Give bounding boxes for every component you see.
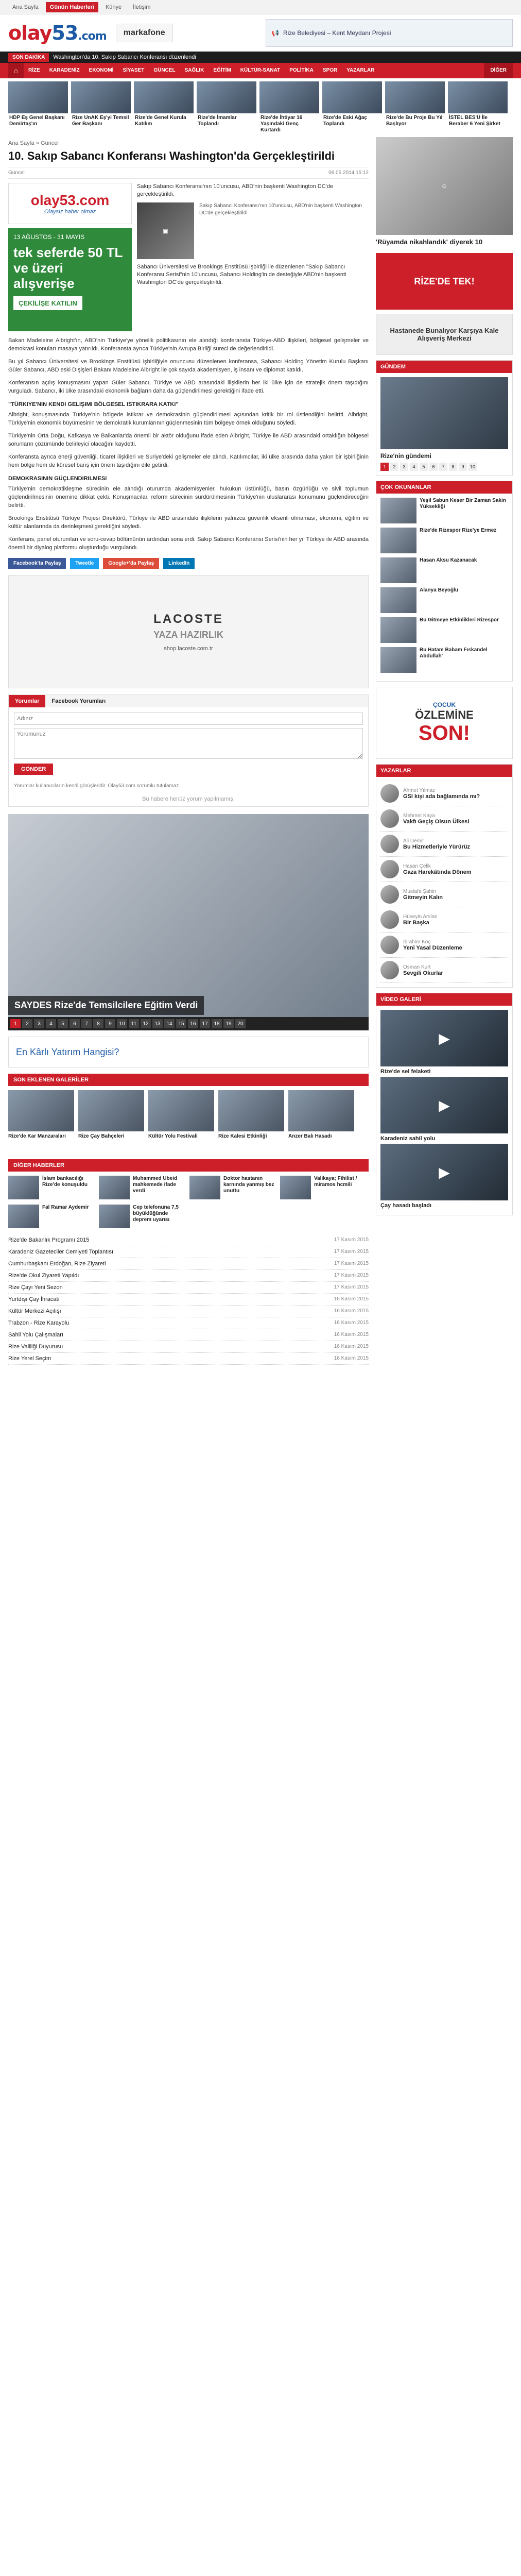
headline-cards	[0, 78, 521, 137]
sidebar-ad[interactable]: RİZE'DE TEK!	[376, 253, 513, 310]
avatar	[380, 809, 399, 828]
feature-photo[interactable]	[380, 377, 508, 449]
most-read-item[interactable]: Rize'de Rizespor Rize'ye Ermez	[380, 528, 508, 553]
other-news-item[interactable]: Fal Ramar Aydemir	[8, 1205, 94, 1228]
comment-textarea[interactable]	[14, 728, 363, 759]
headline-card[interactable]: Rize'de Genel Kurula Katılım	[134, 81, 194, 134]
list-item[interactable]: Yurtdışı Çay İhracatı 16 Kasım 2015	[8, 1294, 369, 1306]
site-logo[interactable]: olay53.com	[8, 22, 107, 44]
most-read-item[interactable]: Bu Gitmeye Etkinlikleri Rizespor	[380, 617, 508, 643]
article-photo[interactable]	[137, 202, 194, 259]
comments-section	[8, 694, 369, 807]
headline-photo	[322, 81, 382, 113]
body-paragraph: Albright, konuşmasında Türkiye'nin bölgede istikrar ve demokrasinin güçlendirilmesi açısından kritik bir rol üstlendiğini belirtti. Albright, Türkiye'nin ekonomik büyümesinin ve demokratik kurumlarının güçlenmesinin tüm bölgeye örnek olduğunu söyledi.	[8, 412, 369, 426]
gallery-page[interactable]: 2	[22, 1019, 32, 1028]
gallery-page[interactable]: 15	[176, 1019, 186, 1028]
list-item[interactable]: Rize'de Okul Ziyareti Yapıldı 17 Kasım 2015	[8, 1270, 369, 1282]
top-link-imprint[interactable]: Künye	[105, 4, 122, 10]
author-item[interactable]: Mustafa Şahin Gitmeyin Kalın	[380, 882, 508, 907]
breaking-news-text[interactable]: Washington'da 10. Sakıp Sabancı Konferansı düzenlendi	[53, 54, 196, 60]
author-item[interactable]: Hasan Çelik Gaza Harekâtında Dönem	[380, 857, 508, 882]
list-item[interactable]: Rize'de Bakanlık Programı 2015 17 Kasım 2015	[8, 1234, 369, 1246]
headline-card[interactable]: HDP Eş Genel Başkanı Demirtaş'ın	[8, 81, 68, 134]
investment-ad[interactable]: En Kârlı Yatırım Hangisi?	[8, 1037, 369, 1067]
author-item[interactable]: Ahmet Yılmaz GSI kişi ada bağlamında mı?	[380, 781, 508, 806]
partner-logo[interactable]: markafone	[116, 24, 173, 42]
sidebar-ad-2[interactable]: Hastanede Bunalıyor Karşıya Kale Alışveriş Merkezi	[376, 314, 513, 355]
article-date: 06.05.2014 15:12	[328, 170, 369, 176]
list-item[interactable]: Karadeniz Gazeteciler Cemiyeti Toplantısı 17 Kasım 2015	[8, 1246, 369, 1258]
gallery-caption: SAYDES Rize'de Temsilcilere Eğitim Verdi	[8, 996, 204, 1015]
authors-block: YAZARLAR Ahmet Yılmaz GSI kişi ada bağlamında mı? Mehmet Kaya Vakfı Geçiş Olsun Ülkesi Ali Demir Bu Hizmetleriyle Yürürüz Hasan Çelik Gaza Harekâtında Dönem Mustafa Şahin Gitmeyin Kalın Hüseyin Arslan Bir Başka İbrahim Koç Yeni Yasal Düzenleme Osman Kurt Sevgili Okurlar	[376, 764, 513, 988]
section-other-news-header: DİĞER HABERLER	[8, 1159, 369, 1172]
gallery-page[interactable]: 17	[200, 1019, 210, 1028]
tab-facebook-comments[interactable]: Facebook Yorumları	[51, 698, 106, 704]
most-read-item[interactable]: Hasan Aksu Kazanacak	[380, 557, 508, 583]
share-linkedin-button[interactable]: LinkedIn	[163, 558, 195, 569]
nav-item[interactable]: SAĞLIK	[184, 67, 204, 73]
main-nav	[0, 63, 521, 78]
list-item[interactable]: Kültür Merkezi Açılışı 16 Kasım 2015	[8, 1306, 369, 1317]
list-item[interactable]: Rize Valiliği Duyurusu 16 Kasım 2015	[8, 1341, 369, 1353]
person-icon: ☺	[441, 182, 448, 190]
share-facebook-button[interactable]: Facebook'ta Paylaş	[8, 558, 66, 569]
sidebar-caption[interactable]: 'Rüyamda nikahlandık' diyerek 10	[376, 238, 483, 246]
site-header	[0, 14, 521, 52]
promo-ad[interactable]: 13 AĞUSTOS - 31 MAYIS tek seferde 50 TL ve üzeri alışverişe ÇEKİLİŞE KATILIN	[8, 228, 132, 331]
avatar	[380, 784, 399, 803]
headline-photo	[71, 81, 131, 113]
gallery-page[interactable]: 3	[34, 1019, 44, 1028]
avatar	[380, 961, 399, 979]
list-item[interactable]: Rize Yerel Seçim 16 Kasım 2015	[8, 1353, 369, 1365]
section-galleries-header: SON EKLENEN GALERİLER	[8, 1074, 369, 1086]
author-item[interactable]: Osman Kurt Sevgili Okurlar	[380, 958, 508, 983]
gallery-page[interactable]: 9	[105, 1019, 115, 1028]
image-icon: ▣	[163, 228, 168, 234]
avatar	[380, 910, 399, 929]
body-paragraph: Bakan Madeleine Albright'ın, ABD'nin Türkiye'ye yönelik politikasının ele alındığı konferansta Türkiye-ABD ilişkileri, bölgesel gelişmeler ve demokrasi konuları masaya yatırıldı. Konferansta ayrıca Türkiye'nin Avrupa Birliği süreci de değerlendirildi.	[8, 337, 369, 352]
play-icon: ▶	[439, 1164, 450, 1180]
author-item[interactable]: Hüseyin Arslan Bir Başka	[380, 907, 508, 933]
nav-item[interactable]: YAZARLAR	[346, 67, 375, 73]
nav-item[interactable]: SİYASET	[123, 67, 145, 73]
sidebar	[376, 137, 513, 1365]
article-lead	[8, 183, 369, 331]
gallery-grid	[8, 1090, 369, 1153]
gallery-page[interactable]: 10	[117, 1019, 127, 1028]
comment-name-input[interactable]	[14, 713, 363, 725]
lead-paragraph: Sakıp Sabancı Konferansı'nın 10'uncusu, ABD'nin başkenti Washington DC'de gerçekleştirildi.	[137, 183, 334, 197]
avatar	[380, 860, 399, 878]
headline-photo	[134, 81, 194, 113]
body-paragraph: Türkiye'nin Orta Doğu, Kafkasya ve Balkanlar'da önemli bir aktör olduğunu ifade eden Albright, Türkiye ile ABD arasındaki ortaklığın bölgesel sorunların çözümünde belirleyici olacağını kaydetti.	[8, 433, 369, 447]
gallery-page[interactable]: 18	[212, 1019, 222, 1028]
header-ad-banner[interactable]: 📢 Rize Belediyesi – Kent Meydanı Projesi	[266, 19, 513, 47]
main-content	[0, 137, 521, 1365]
video-thumb[interactable]	[380, 1077, 508, 1133]
list-item[interactable]: Sahil Yolu Çalışmaları 16 Kasım 2015	[8, 1329, 369, 1341]
top-link-contact[interactable]: İletişim	[133, 4, 151, 10]
other-news-item[interactable]: Doktor hastanın karnında yanmış bez unuttu	[189, 1176, 275, 1199]
breaking-tag: SON DAKİKA	[8, 53, 49, 62]
list-item[interactable]: Trabzon - Rize Karayolu 16 Kasım 2015	[8, 1317, 369, 1329]
breaking-news-strip	[0, 52, 521, 63]
author-item[interactable]: Mehmet Kaya Vakfı Geçiş Olsun Ülkesi	[380, 806, 508, 832]
nav-item[interactable]: RİZE	[28, 67, 40, 73]
headline-card[interactable]: Rize'de İmamlar Toplandı	[197, 81, 256, 134]
gallery-pager	[8, 1017, 369, 1030]
gallery-page[interactable]: 6	[70, 1019, 80, 1028]
most-read-item[interactable]: Alanya Beyoğlu	[380, 587, 508, 613]
headline-photo	[385, 81, 445, 113]
top-utility-bar	[0, 0, 521, 14]
promo-button[interactable]: ÇEKİLİŞE KATILIN	[13, 296, 82, 310]
news-list	[8, 1234, 369, 1365]
headline-card[interactable]: Rize'de Bu Proje Bu Yıl Başlıyor	[385, 81, 445, 134]
video-block: VİDEO GALERİ ▶ Rize'de sel felaketi ▶ Karadeniz sahil yolu ▶ Çay hasadı başladı	[376, 993, 513, 1215]
gallery-page[interactable]: 19	[223, 1019, 234, 1028]
headline-photo	[8, 81, 68, 113]
headline-photo	[259, 81, 319, 113]
most-read-item[interactable]: Bu Hatam Babam Fıskandel Abdullah'	[380, 647, 508, 673]
article-column	[8, 137, 369, 1365]
headline-card[interactable]: İSTEL BES'Ü İle Beraber 6 Yeni Şirket	[448, 81, 508, 134]
article-meta	[8, 167, 369, 179]
video-thumb[interactable]	[380, 1010, 508, 1066]
gallery-page[interactable]: 7	[81, 1019, 92, 1028]
tab-comments[interactable]: Yorumlar	[9, 695, 45, 707]
other-news-item[interactable]: Valikaya; Fihilist / miramos hcmili	[280, 1176, 366, 1199]
gallery-page[interactable]: 14	[164, 1019, 175, 1028]
gallery-item[interactable]: Rize'de Kar Manzaraları	[8, 1090, 74, 1153]
body-subheading: "TÜRKIYE'NIN KENDI GELIŞIMI BÖLGESEL ISTIKRARA KATKI"	[8, 401, 179, 408]
headline-photo	[197, 81, 256, 113]
campaign-ad[interactable]: ÇOCUK ÖZLEMİNE SON!	[376, 687, 513, 759]
comment-form	[9, 707, 368, 780]
feature-pager: 1 2 3 4 5 6 7 8 9 10	[380, 463, 508, 471]
play-icon: ▶	[439, 1097, 450, 1113]
gallery-page[interactable]: 16	[188, 1019, 198, 1028]
author-item[interactable]: İbrahim Koç Yeni Yasal Düzenleme	[380, 933, 508, 958]
nav-item[interactable]: GÜNCEL	[153, 67, 176, 73]
comment-send-button[interactable]: GÖNDER	[14, 764, 53, 775]
article-category[interactable]: Güncel	[8, 170, 25, 176]
share-bar	[8, 558, 369, 569]
video-thumb[interactable]	[380, 1144, 508, 1200]
body-paragraph: Brookings Enstitüsü Türkiye Projesi Direktörü, Türkiye ile ABD arasındaki ilişkilerin yalnızca güvenlik eksenli olmaması, ekonomi, eğitim ve kültür alanlarında da derinleşmesi gerektiğini söyledi.	[8, 515, 369, 530]
gallery-item[interactable]: Rize Çay Bahçeleri	[78, 1090, 144, 1153]
nav-item[interactable]: POLİTİKA	[289, 67, 314, 73]
gallery-page[interactable]: 8	[93, 1019, 103, 1028]
photo-gallery	[8, 814, 369, 1030]
body-subheading: DEMOKRASININ GÜÇLENDIRILMESI	[8, 476, 107, 482]
gallery-page[interactable]: 4	[46, 1019, 56, 1028]
nav-item[interactable]: SPOR	[322, 67, 338, 73]
body-paragraph: Konferansta ayrıca enerji güvenliği, ticaret ilişkileri ve Suriye'deki gelişmeler ele alındı. Katılımcılar, iki ülke arasında daha yakın bir işbirliğinin hem bölge hem de küresel barış için önem taşıdığını dile getirdi.	[8, 454, 369, 468]
body-paragraph: Konferans, panel oturumları ve soru-cevap bölümünün ardından sona erdi. Sakıp Sabancı Konferansı Serisi'nin her yıl Türkiye ile ABD arasında önemli bir diyalog platformu oluşturduğu vurgulandı.	[8, 536, 369, 551]
most-read-item[interactable]: Yeşil Sabun Keser Bir Zaman Sakin Yüksekliği	[380, 498, 508, 523]
gundem-block: GÜNDEM Rize'nin gündemi 1 2 3 4 5 6 7 8 9 10	[376, 360, 513, 476]
play-icon: ▶	[439, 1030, 450, 1046]
share-twitter-button[interactable]: Tweetle	[70, 558, 99, 569]
gallery-item[interactable]: Anzer Balı Hasadı	[288, 1090, 354, 1153]
article-title: 10. Sakıp Sabancı Konferansı Washington'da Gerçekleştirildi	[8, 149, 335, 162]
lacoste-ad[interactable]: LACOSTE YAZA HAZIRLIK shop.lacoste.com.tr	[8, 575, 369, 688]
headline-card[interactable]: Rize'de İhtiyar 16 Yaşındaki Genç Kurtardı	[259, 81, 319, 134]
list-item[interactable]: Cumhurbaşkanı Erdoğan, Rize Ziyareti 17 Kasım 2015	[8, 1258, 369, 1270]
home-icon[interactable]: ⌂	[8, 63, 24, 78]
gallery-item[interactable]: Kültür Yolu Festivali	[148, 1090, 214, 1153]
nav-item[interactable]: KÜLTÜR-SANAT	[240, 67, 281, 73]
lead-text	[137, 183, 369, 331]
nav-item[interactable]: EKONOMİ	[89, 67, 114, 73]
body-paragraph: Konferansın açılış konuşmasını yapan Güler Sabancı, Türkiye ve ABD arasındaki ilişkilerin her iki ülke için de stratejik önem taşıdığını vurguladı. Sabancı, iki ülke arasındaki ekonomik bağların daha da güçlendirilmesi gerektiğini ifade etti.	[8, 380, 369, 394]
nav-item[interactable]: EĞİTİM	[213, 67, 231, 73]
author-item[interactable]: Ali Demir Bu Hizmetleriyle Yürürüz	[380, 832, 508, 857]
lead-paragraph: Sabancı Üniversitesi ve Brookings Enstitüsü işbirliği ile düzenlenen "Sakıp Sabancı Konferansı Serisi"nin 10'uncusu, Sabancı Holding'in de desteğiyle ABD'nin başkenti Washington DC'de gerçekleştirildi.	[137, 264, 346, 285]
headline-photo	[448, 81, 508, 113]
gallery-page[interactable]: 11	[129, 1019, 139, 1028]
body-paragraph: Türkiye'nin demokratikleşme sürecinin ele alındığı oturumda akademisyenler, hukukun üstünlüğü, basın özgürlüğü ve sivil toplumun güçlendirilmesinin önemine dikkat çekti. Konuşmacılar, reform sürecinin sürdürülmesinin Türkiye'nin uluslararası konumunu güçlendireceğini belirtti.	[8, 486, 369, 509]
headline-card[interactable]: Rize'de Eski Ağaç Toplandı	[322, 81, 382, 134]
no-comments: Bu habere henüz yorum yapılmamış.	[142, 796, 235, 802]
comment-note: Yorumlar kullanıcıların kendi görüşleridir. Olay53.com sorumlu tutulamaz.	[14, 783, 181, 789]
megaphone-icon: 📢	[271, 29, 279, 37]
olay-ad[interactable]: olay53.com Olaysız haber olmaz	[8, 183, 132, 224]
sidebar-photo[interactable]	[376, 137, 513, 235]
share-google-button[interactable]: Google+'da Paylaş	[103, 558, 159, 569]
nav-item[interactable]: KARADENİZ	[49, 67, 80, 73]
gallery-page[interactable]: 13	[152, 1019, 163, 1028]
breadcrumb[interactable]: Ana Sayfa » Güncel	[8, 140, 59, 146]
gallery-item[interactable]: Rize Kalesi Etkinliği	[218, 1090, 284, 1153]
other-news	[8, 1159, 369, 1228]
gallery-page[interactable]: 5	[58, 1019, 68, 1028]
headline-card[interactable]: Rize UnAK Eş'yi Temsil Ger Başkanı	[71, 81, 131, 134]
top-link-home[interactable]: Ana Sayfa	[12, 4, 39, 10]
other-news-item[interactable]: Cep telefonuna 7,5 büyüklüğünde deprem uyarısı	[99, 1205, 184, 1228]
avatar	[380, 835, 399, 853]
body-paragraph: Bu yıl Sabancı Üniversitesi ve Brookings Enstitüsü işbirliğiyle onuncusu düzenlenen konferansa, Sabancı Holding Yönetim Kurulu Başkanı Güler Sabancı, ABD eski Dışişleri Bakanı Madeleine Albright ile çok sayıda akademisyen, iş insanı ve diplomat katıldı.	[8, 359, 369, 373]
list-item[interactable]: Rize Çayı Yeni Sezon 17 Kasım 2015	[8, 1282, 369, 1294]
gallery-photo[interactable]	[8, 814, 369, 1030]
avatar	[380, 885, 399, 904]
most-read-block: ÇOK OKUNANLAR Yeşil Sabun Keser Bir Zaman Sakin Yüksekliği Rize'de Rizespor Rize'ye Ermez Hasan Aksu Kazanacak Alanya Beyoğlu Bu Gitmeye Etkinlikleri Rizespor Bu Hatam Babam Fıskandel Abdullah'	[376, 481, 513, 682]
article-body	[8, 336, 369, 552]
top-link-daily[interactable]: Günün Haberleri	[46, 2, 98, 12]
nav-more-button[interactable]: DİĞER	[484, 63, 513, 78]
other-news-item[interactable]: İslam bankacılığı Rize'de konuşuldu	[8, 1176, 94, 1199]
gallery-page[interactable]: 1	[10, 1019, 21, 1028]
avatar	[380, 936, 399, 954]
other-news-item[interactable]: Muhammed Ubeid mahkemede ifade verdi	[99, 1176, 184, 1199]
gallery-page[interactable]: 20	[235, 1019, 246, 1028]
gallery-page[interactable]: 12	[141, 1019, 151, 1028]
lead-ads	[8, 183, 132, 331]
photo-caption: Sakıp Sabancı Konferansı'nın 10'uncusu, ABD'nin başkenti Washington DC'de gerçekleştirildi.	[199, 203, 362, 216]
